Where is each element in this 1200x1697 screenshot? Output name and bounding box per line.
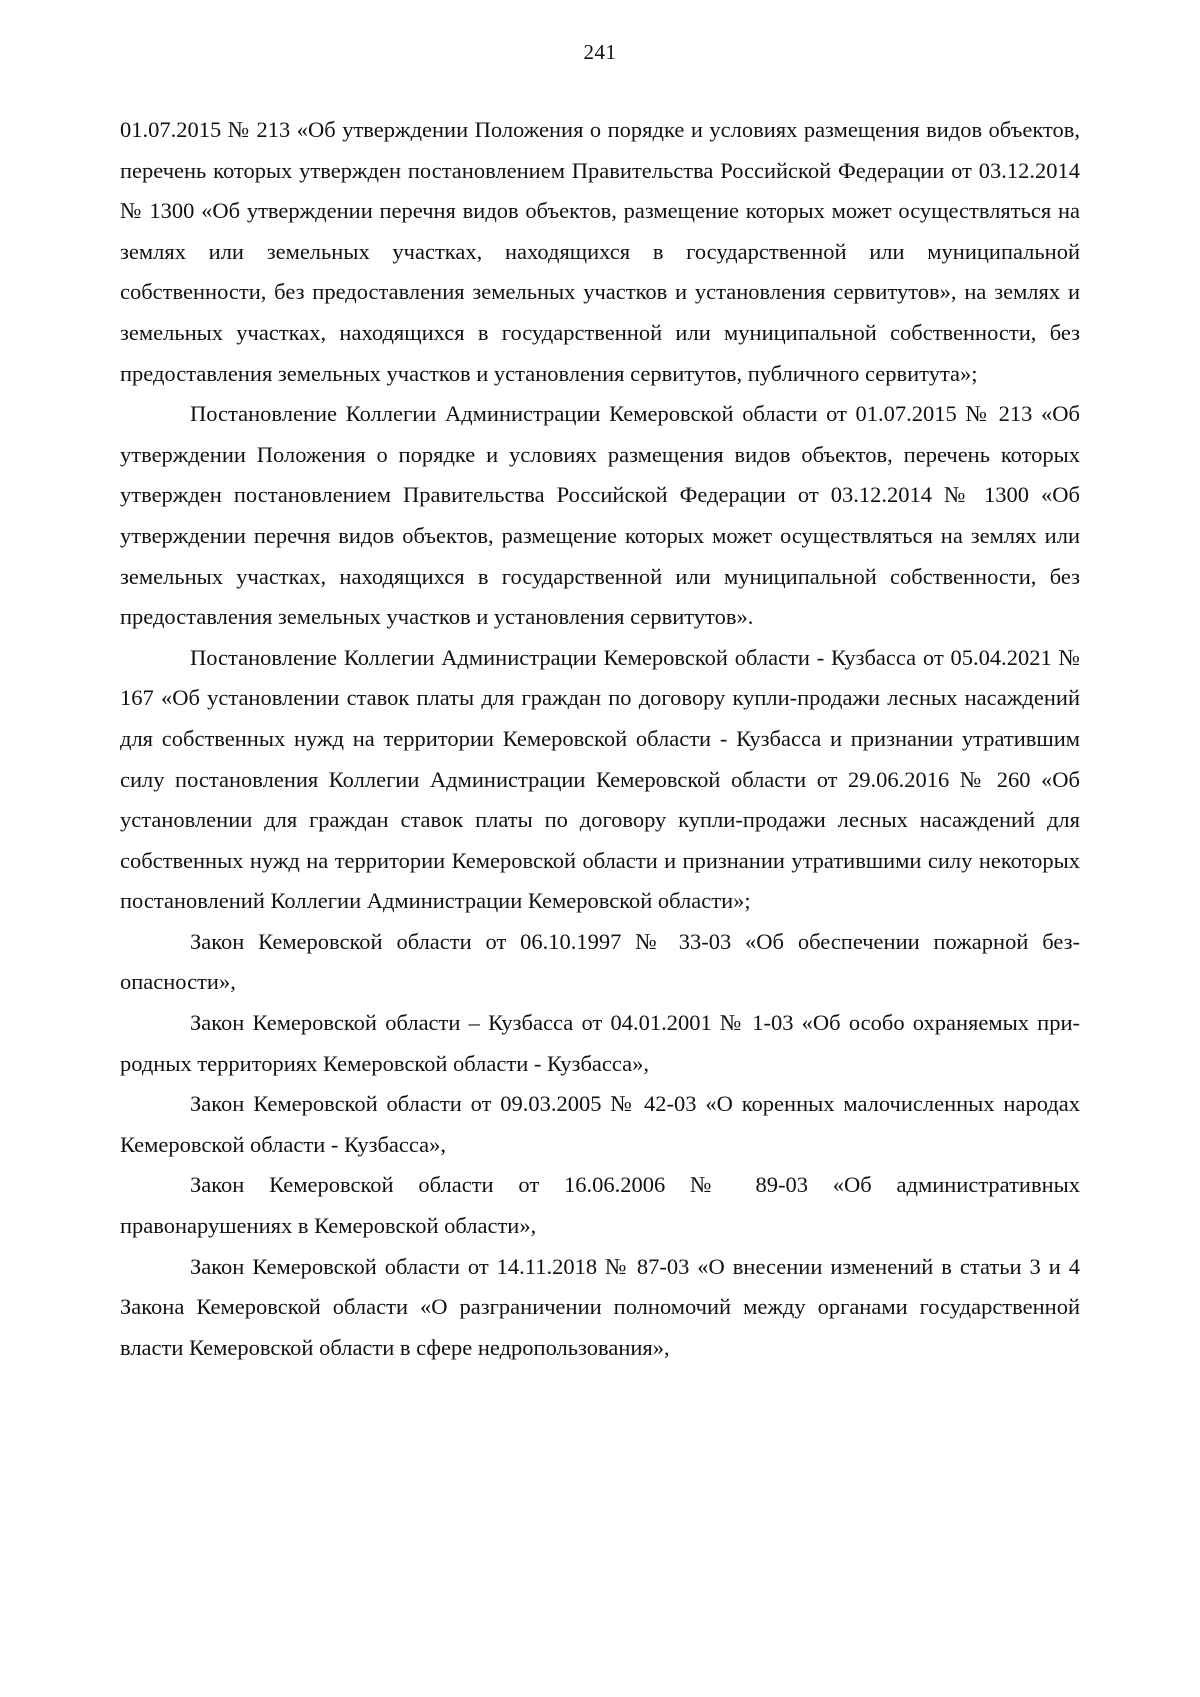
paragraph-7: Закон Кемеровской области от 16.06.2006 № 89-03 «Об административных правонарушениях в Кемеровской области», — [120, 1172, 1080, 1239]
paragraph-4: Закон Кемеровской области от 06.10.1997 № 33-03 «Об обеспечении пожарной безопасности», — [120, 928, 1080, 995]
paragraph-8: Закон Кемеровской области от 14.11.2018 № 87-03 «О внесении изменений в статьи 3 и 4 Закона Кемеровской области «О разграничении полномочий между органами государственной власти Кемеровской области в сфере недропользования», — [120, 1253, 1080, 1360]
paragraph-6: Закон Кемеровской области от 09.03.2005 № 42-03 «О коренных малочисленных народах Кемеровской области - Кузбасса», — [120, 1091, 1080, 1157]
paragraph-5: Закон Кемеровской области – Кузбасса от 04.01.2001 № 1-03 «Об особо охраняемых при-родных территориях Кемеровской области - Кузбасса», — [120, 1010, 1080, 1076]
paragraph-3: Постановление Коллегии Администрации Кемеровской области - Кузбасса от 05.04.2021 № 167 «Об установлении ставок платы для граждан по договору купли-продажи лесных насаждений для собственных нужд на территории Кемеровской области - Кузбасса и признании утратившим силу постановления Коллегии Администрации Кемеровской области от 29.06.2016 № 260 «Об установлении для граждан ставок платы по договору купли-продажи лесных насаждений для собственных нужд на территории Кемеровской области и признании утратившими силу некоторых постановлений Коллегии Администрации Кемеровской области»; — [120, 644, 1080, 914]
page-number: 241 — [583, 40, 617, 64]
paragraph-2: Постановление Коллегии Администрации Кемеровской области от 01.07.2015 № 213 «Об утверждении Положения о порядке и условиях размещения видов объектов, перечень которых утвержден постановлением Правительства Российской Федерации от 03.12.2014 № 1300 «Об утверждении перечня видов объектов, размещение которых может осуществляться на землях или земельных участках, находящихся в государственной или муниципальной собственности, без предоставления земельных участков и установления сервитутов». — [120, 401, 1080, 630]
paragraph-1: 01.07.2015 № 213 «Об утверждении Положения о порядке и условиях размещения видов объектов, перечень которых утвержден постановлением Правительства Российской Федерации от 03.12.2014 № 1300 «Об утверждении перечня видов объектов, размещение которых может осуществляться на землях или земельных участках, находящихся в государственной или муниципальной собственности, без предоставления земельных участков и установления сервитутов», на землях и земельных участках, находящихся в государственной или муниципальной собственности, без предоставления земельных участков и установления сервитутов, публичного сервитута»; — [120, 117, 1080, 386]
document-body — [120, 110, 1080, 1368]
